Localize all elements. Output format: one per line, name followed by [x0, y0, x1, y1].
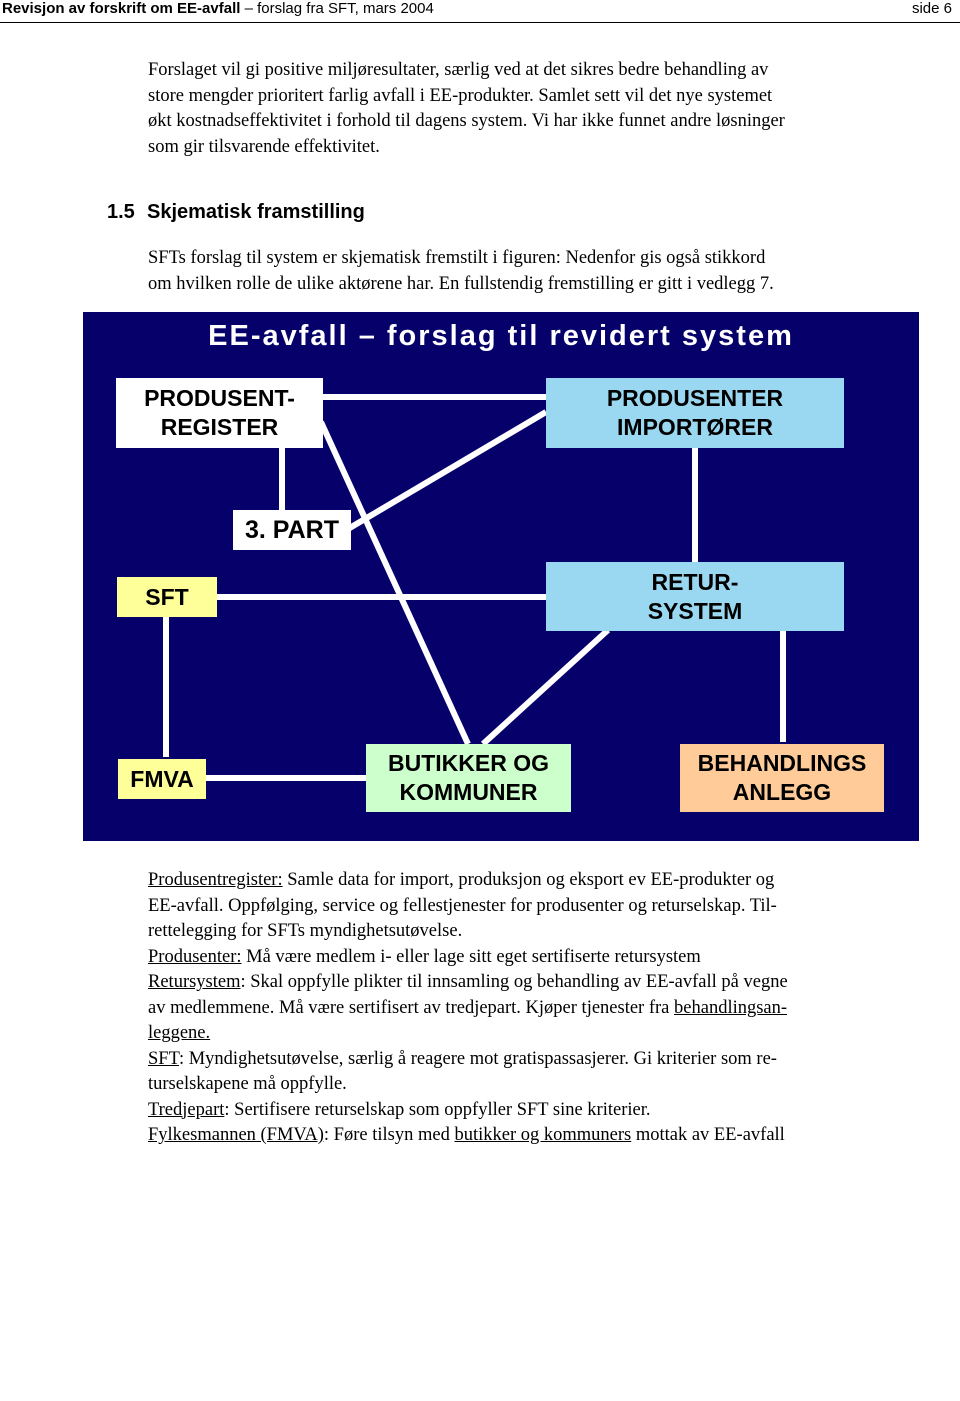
- section-line: om hvilken rolle de ulike aktørene har. En fullstendig fremstilling er gitt i vedlegg 7.: [148, 273, 774, 294]
- note-line: [148, 1098, 918, 1124]
- note-text: mottak av EE-avfall: [631, 1125, 785, 1145]
- note-line: [148, 970, 918, 996]
- diagram-title: EE-avfall – forslag til revidert system: [208, 320, 794, 352]
- note-line: [148, 1123, 918, 1149]
- note-text: av medlemmene. Må være sertifisert av tredjepart. Kjøper tjenester fra: [148, 997, 675, 1018]
- document-title-rest: – forslag fra SFT, mars 2004: [240, 0, 434, 17]
- note-text: : Sertifisere returselskap som oppfyller SFT sine kriterier.: [224, 1099, 651, 1120]
- box-label: IMPORTØRER: [617, 414, 773, 440]
- note-line: [148, 1021, 918, 1047]
- section-heading: [107, 201, 365, 224]
- box-sft: [117, 577, 217, 617]
- note-text: Må være medlem i- eller lage sitt eget sertifiserte retursystem: [241, 946, 701, 967]
- note-line: [148, 1047, 918, 1073]
- box-label: PRODUSENT-: [144, 385, 295, 411]
- intro-line: store mengder prioritert farlig avfall i EE-produkter. Samlet sett vil det nye systemet: [148, 85, 773, 106]
- note-term: Tredjepart: [148, 1099, 225, 1120]
- page-number: side 6: [911, 0, 952, 17]
- box-label: BEHANDLINGS: [697, 750, 867, 776]
- box-label: FMVA: [130, 765, 194, 792]
- note-term: Retursystem: [148, 972, 241, 992]
- note-term: butikker og kommuners: [454, 1125, 632, 1145]
- note-line: [148, 868, 918, 894]
- box-label: SYSTEM: [647, 597, 743, 624]
- note-term: SFT: [148, 1048, 179, 1069]
- note-term: Fylkesmannen (FMVA): [148, 1125, 324, 1145]
- document-title-bold: Revisjon av forskrift om EE-avfall: [2, 0, 241, 17]
- box-produsentregister: [116, 378, 323, 448]
- box-label: ANLEGG: [732, 779, 832, 805]
- note-text: : Føre tilsyn med: [323, 1125, 455, 1145]
- box-label: PRODUSENTER: [606, 385, 784, 411]
- box-butikker: [366, 744, 571, 812]
- note-text: Samle data for import, produksjon og eksport ev EE-produkter og: [282, 870, 775, 890]
- page-header: [0, 0, 960, 23]
- box-label: 3. PART: [245, 515, 339, 544]
- note-text: : Skal oppfylle plikter til innsamling og behandling av EE-avfall på vegne: [240, 972, 788, 992]
- box-produsenter: [546, 378, 844, 448]
- intro-line: som gir tilsvarende effektivitet.: [148, 136, 380, 157]
- note-line: turselskapene må oppfylle.: [148, 1074, 347, 1094]
- box-retursystem: [546, 562, 844, 631]
- connector-3part-produsenter: [348, 412, 546, 529]
- connector-retur-butikker: [483, 630, 608, 744]
- intro-line: Forslaget vil gi positive miljøresultater, særlig ved at det sikres bedre behandling av: [148, 60, 769, 80]
- box-label: BUTIKKER OG: [388, 750, 549, 776]
- box-label: KOMMUNER: [399, 779, 538, 805]
- section-paragraph: [148, 246, 908, 297]
- box-fmva: [118, 759, 206, 799]
- box-tredjepart: [233, 510, 351, 550]
- intro-line: økt kostnadseffektivitet i forhold til dagens system. Vi har ikke funnet andre løsninger: [148, 111, 785, 131]
- note-line: rettelegging for SFTs myndighetsutøvelse.: [148, 921, 463, 941]
- section-title: Skjematisk framstilling: [147, 201, 365, 223]
- note-term: behandlingsan-: [674, 997, 788, 1018]
- document-title: [2, 0, 434, 17]
- note-line: EE-avfall. Oppfølging, service og fellestjenester for produsenter og returselskap. Til-: [148, 895, 777, 916]
- box-label: RETUR-: [651, 568, 739, 595]
- note-term: leggene.: [148, 1023, 211, 1043]
- note-text: : Myndighetsutøvelse, særlig å reagere mot gratispassasjerer. Gi kriterier som re-: [178, 1048, 777, 1069]
- note-line: [148, 945, 918, 971]
- box-label: REGISTER: [160, 414, 279, 440]
- note-term: Produsentregister:: [148, 870, 283, 890]
- note-term: Produsenter:: [148, 946, 242, 967]
- roles-notes: [148, 868, 918, 1149]
- box-behandling: [680, 744, 884, 812]
- note-line: [148, 996, 918, 1022]
- section-number: 1.5: [107, 201, 135, 223]
- intro-paragraph: [148, 58, 908, 160]
- box-label: SFT: [145, 583, 189, 610]
- section-line: SFTs forslag til system er skjematisk fremstilt i figuren: Nedenfor gis også stikkord: [148, 248, 766, 268]
- system-diagram: [83, 312, 919, 841]
